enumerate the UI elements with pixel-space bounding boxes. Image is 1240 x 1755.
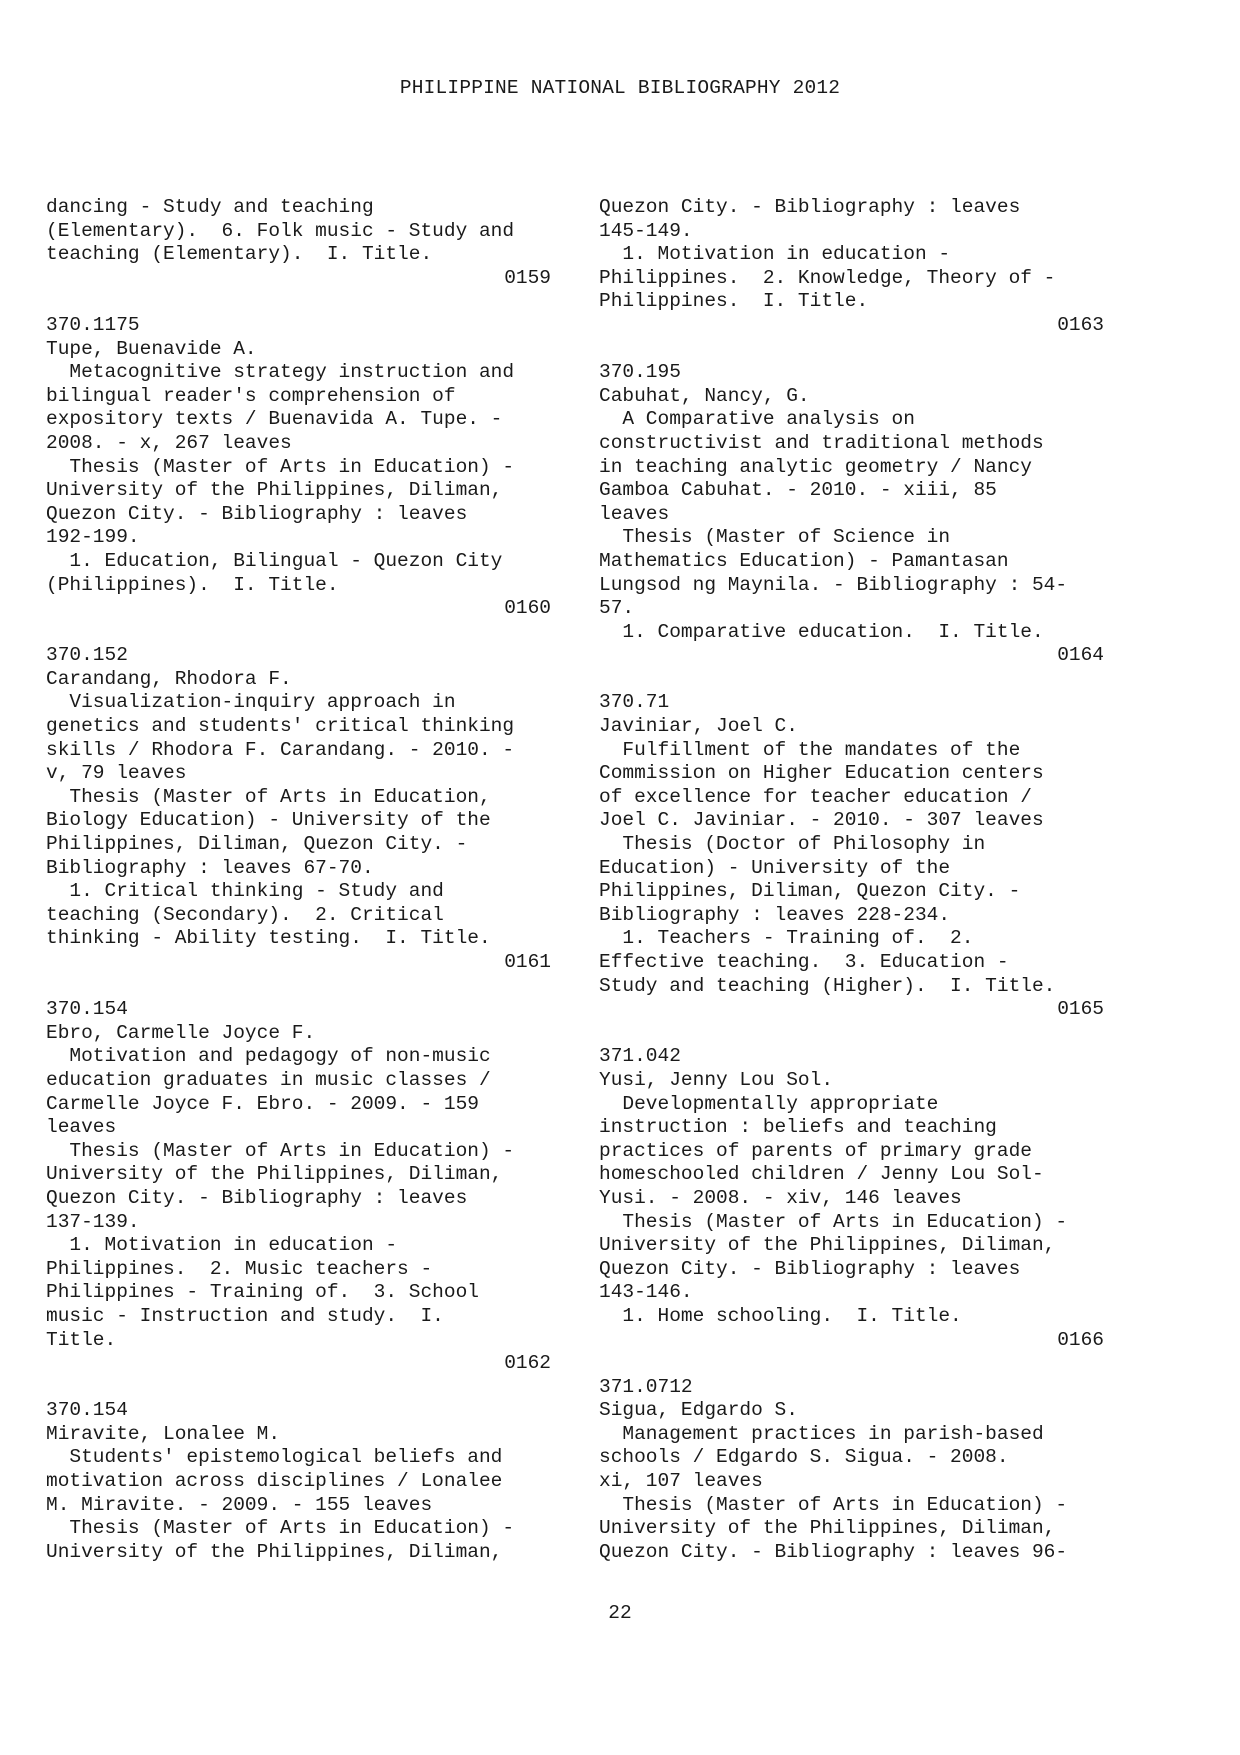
- entry-number: 0160: [504, 597, 551, 620]
- page-number: 22: [608, 1602, 632, 1624]
- entry-text-line: 2008. - x, 267 leaves: [46, 431, 292, 454]
- entry-text-line: Philippines, Diliman, Quezon City. -: [46, 833, 468, 856]
- entry-text-line: motivation across disciplines / Lonalee: [46, 1470, 503, 1493]
- entry-text-line: Quezon City. - Bibliography : leaves 96-: [599, 1540, 1068, 1563]
- entry-text-line: Philippines. 2. Knowledge, Theory of -: [599, 266, 1056, 289]
- entry-number: 0161: [504, 951, 551, 973]
- entry-text-line: instruction : beliefs and teaching: [599, 1116, 997, 1139]
- entry-text-line: Gamboa Cabuhat. - 2010. - xiii, 85: [599, 479, 997, 502]
- entry-text-line: University of the Philippines, Diliman,: [599, 1517, 1056, 1540]
- entry-text-line: of excellence for teacher education /: [599, 785, 1032, 808]
- call-number: 370.195: [599, 361, 681, 384]
- entry-text-line: Philippines. 2. Music teachers -: [46, 1257, 433, 1280]
- entry-text-line: (Philippines). I. Title.: [46, 573, 339, 596]
- entry-text-line: Bibliography : leaves 67-70.: [46, 856, 374, 879]
- entry-text-line: genetics and students' critical thinking: [46, 715, 515, 738]
- blank-line: [599, 1352, 1104, 1376]
- call-number: 370.154: [46, 998, 128, 1021]
- entry-text-line: Philippines - Training of. 3. School: [46, 1281, 479, 1304]
- blank-line: [599, 338, 1104, 362]
- blank-line: [599, 668, 1104, 692]
- blank-line: [46, 975, 551, 999]
- page-header: PHILIPPINE NATIONAL BIBLIOGRAPHY 2012: [399, 77, 841, 99]
- entry-text-line: music - Instruction and study. I.: [46, 1304, 444, 1327]
- entry-text-line: (Elementary). 6. Folk music - Study and: [46, 219, 515, 242]
- entry-text-line: education graduates in music classes /: [46, 1068, 491, 1091]
- entry-number: 0162: [504, 1352, 551, 1375]
- entry-text-line: 57.: [599, 597, 635, 620]
- entry-text-line: Management practices in parish-based: [599, 1422, 1044, 1445]
- call-number: 370.154: [46, 1399, 128, 1422]
- entry-text-line: 1. Critical thinking - Study and: [46, 880, 444, 903]
- entry-text-line: Mathematics Education) - Pamantasan: [599, 549, 1009, 572]
- entry-text-line: Bibliography : leaves 228-234.: [599, 903, 951, 926]
- entry-text-line: Ebro, Carmelle Joyce F.: [46, 1021, 316, 1044]
- left-column: [46, 196, 551, 1564]
- entry-text-line: 145-149.: [599, 219, 693, 242]
- entry-number: 0164: [1057, 644, 1104, 667]
- entry-text-line: Sigua, Edgardo S.: [599, 1399, 798, 1422]
- entry-text-line: A Comparative analysis on: [599, 408, 915, 431]
- call-number: 371.042: [599, 1045, 681, 1068]
- entry-text-line: University of the Philippines, Diliman,: [599, 1234, 1056, 1257]
- entry-number: 0166: [1057, 1328, 1104, 1351]
- entry-text-line: homeschooled children / Jenny Lou Sol-: [599, 1163, 1044, 1186]
- entry-text-line: Miravite, Lonalee M.: [46, 1422, 281, 1445]
- blank-line: [46, 290, 551, 314]
- entry-number: 0165: [1057, 998, 1104, 1021]
- entry-text-line: bilingual reader's comprehension of: [46, 384, 456, 407]
- blank-line: [46, 1376, 551, 1400]
- entry-text-line: Lungsod ng Maynila. - Bibliography : 54-: [599, 573, 1068, 596]
- entry-text-line: skills / Rhodora F. Carandang. - 2010. -: [46, 738, 515, 761]
- entry-text-line: Thesis (Master of Arts in Education) -: [46, 455, 515, 478]
- entry-text-line: Commission on Higher Education centers: [599, 762, 1044, 785]
- entry-text-line: Thesis (Master of Arts in Education) -: [46, 1139, 515, 1162]
- entry-text-line: 1. Home schooling. I. Title.: [599, 1304, 962, 1327]
- entry-text-line: 192-199.: [46, 526, 140, 549]
- entry-text-line: Joel C. Javiniar. - 2010. - 307 leaves: [599, 809, 1044, 832]
- entry-text-line: schools / Edgardo S. Sigua. - 2008.: [599, 1446, 1009, 1469]
- entry-text-line: in teaching analytic geometry / Nancy: [599, 455, 1032, 478]
- entry-text-line: expository texts / Buenavida A. Tupe. -: [46, 408, 503, 431]
- entry-text-line: Thesis (Doctor of Philosophy in: [599, 833, 986, 856]
- entry-text-line: 1. Education, Bilingual - Quezon City: [46, 549, 503, 572]
- entry-text-line: 137-139.: [46, 1210, 140, 1233]
- entry-text-line: Quezon City. - Bibliography : leaves: [46, 1186, 468, 1209]
- entry-text-line: 1. Comparative education. I. Title.: [599, 620, 1044, 643]
- entry-text-line: Cabuhat, Nancy, G.: [599, 384, 810, 407]
- entry-text-line: Education) - University of the: [599, 856, 951, 879]
- right-column: [599, 196, 1104, 1564]
- entry-number: 0159: [504, 266, 551, 289]
- entry-text-line: practices of parents of primary grade: [599, 1139, 1032, 1162]
- entry-text-line: University of the Philippines, Diliman,: [46, 1540, 503, 1563]
- entry-text-line: Javiniar, Joel C.: [599, 715, 798, 738]
- entry-text-line: teaching (Secondary). 2. Critical: [46, 903, 444, 926]
- entry-text-line: xi, 107 leaves: [599, 1470, 763, 1493]
- blank-line: [46, 621, 551, 645]
- entry-text-line: Title.: [46, 1328, 117, 1351]
- entry-text-line: University of the Philippines, Diliman,: [46, 479, 503, 502]
- entry-text-line: Thesis (Master of Arts in Education) -: [599, 1493, 1068, 1516]
- entry-text-line: Biology Education) - University of the: [46, 809, 491, 832]
- entry-text-line: Students' epistemological beliefs and: [46, 1446, 503, 1469]
- entry-text-line: Carandang, Rhodora F.: [46, 667, 292, 690]
- entry-text-line: Yusi, Jenny Lou Sol.: [599, 1068, 834, 1091]
- entry-text-line: Metacognitive strategy instruction and: [46, 361, 515, 384]
- entry-text-line: Philippines. I. Title.: [599, 290, 869, 313]
- entry-text-line: Thesis (Master of Arts in Education,: [46, 785, 491, 808]
- entry-text-line: thinking - Ability testing. I. Title.: [46, 927, 491, 950]
- call-number: 370.71: [599, 691, 670, 714]
- entry-text-line: 1. Teachers - Training of. 2.: [599, 927, 974, 950]
- entry-text-line: Thesis (Master of Arts in Education) -: [599, 1210, 1068, 1233]
- call-number: 370.152: [46, 644, 128, 667]
- entry-text-line: leaves: [46, 1116, 117, 1139]
- call-number: 371.0712: [599, 1375, 693, 1398]
- entry-text-line: Quezon City. - Bibliography : leaves: [46, 502, 468, 525]
- call-number: 370.1175: [46, 313, 140, 336]
- blank-line: [599, 1022, 1104, 1046]
- entry-text-line: Visualization-inquiry approach in: [46, 691, 456, 714]
- entry-text-line: 1. Motivation in education -: [599, 243, 951, 266]
- entry-text-line: leaves: [599, 502, 670, 525]
- entry-text-line: Fulfillment of the mandates of the: [599, 738, 1021, 761]
- entry-text-line: Motivation and pedagogy of non-music: [46, 1045, 491, 1068]
- entry-text-line: v, 79 leaves: [46, 762, 187, 785]
- entry-text-line: dancing - Study and teaching: [46, 196, 374, 218]
- entry-text-line: Developmentally appropriate: [599, 1092, 939, 1115]
- entry-text-line: Thesis (Master of Science in: [599, 526, 951, 549]
- entry-text-line: 143-146.: [599, 1281, 693, 1304]
- entry-number: 0163: [1057, 313, 1104, 336]
- entry-text-line: Philippines, Diliman, Quezon City. -: [599, 880, 1021, 903]
- entry-text-line: teaching (Elementary). I. Title.: [46, 243, 433, 266]
- entry-text-line: University of the Philippines, Diliman,: [46, 1163, 503, 1186]
- entry-text-line: Yusi. - 2008. - xiv, 146 leaves: [599, 1186, 962, 1209]
- entry-text-line: Thesis (Master of Arts in Education) -: [46, 1517, 515, 1540]
- entry-text-line: 1. Motivation in education -: [46, 1234, 398, 1257]
- entry-text-line: constructivist and traditional methods: [599, 431, 1044, 454]
- entry-text-line: Study and teaching (Higher). I. Title.: [599, 974, 1056, 997]
- entry-text-line: Carmelle Joyce F. Ebro. - 2009. - 159: [46, 1092, 479, 1115]
- entry-text-line: Quezon City. - Bibliography : leaves: [599, 1257, 1021, 1280]
- entry-text-line: Effective teaching. 3. Education -: [599, 951, 1009, 973]
- entry-text-line: Tupe, Buenavide A.: [46, 337, 257, 360]
- entry-text-line: Quezon City. - Bibliography : leaves: [599, 196, 1021, 218]
- entry-text-line: M. Miravite. - 2009. - 155 leaves: [46, 1493, 433, 1516]
